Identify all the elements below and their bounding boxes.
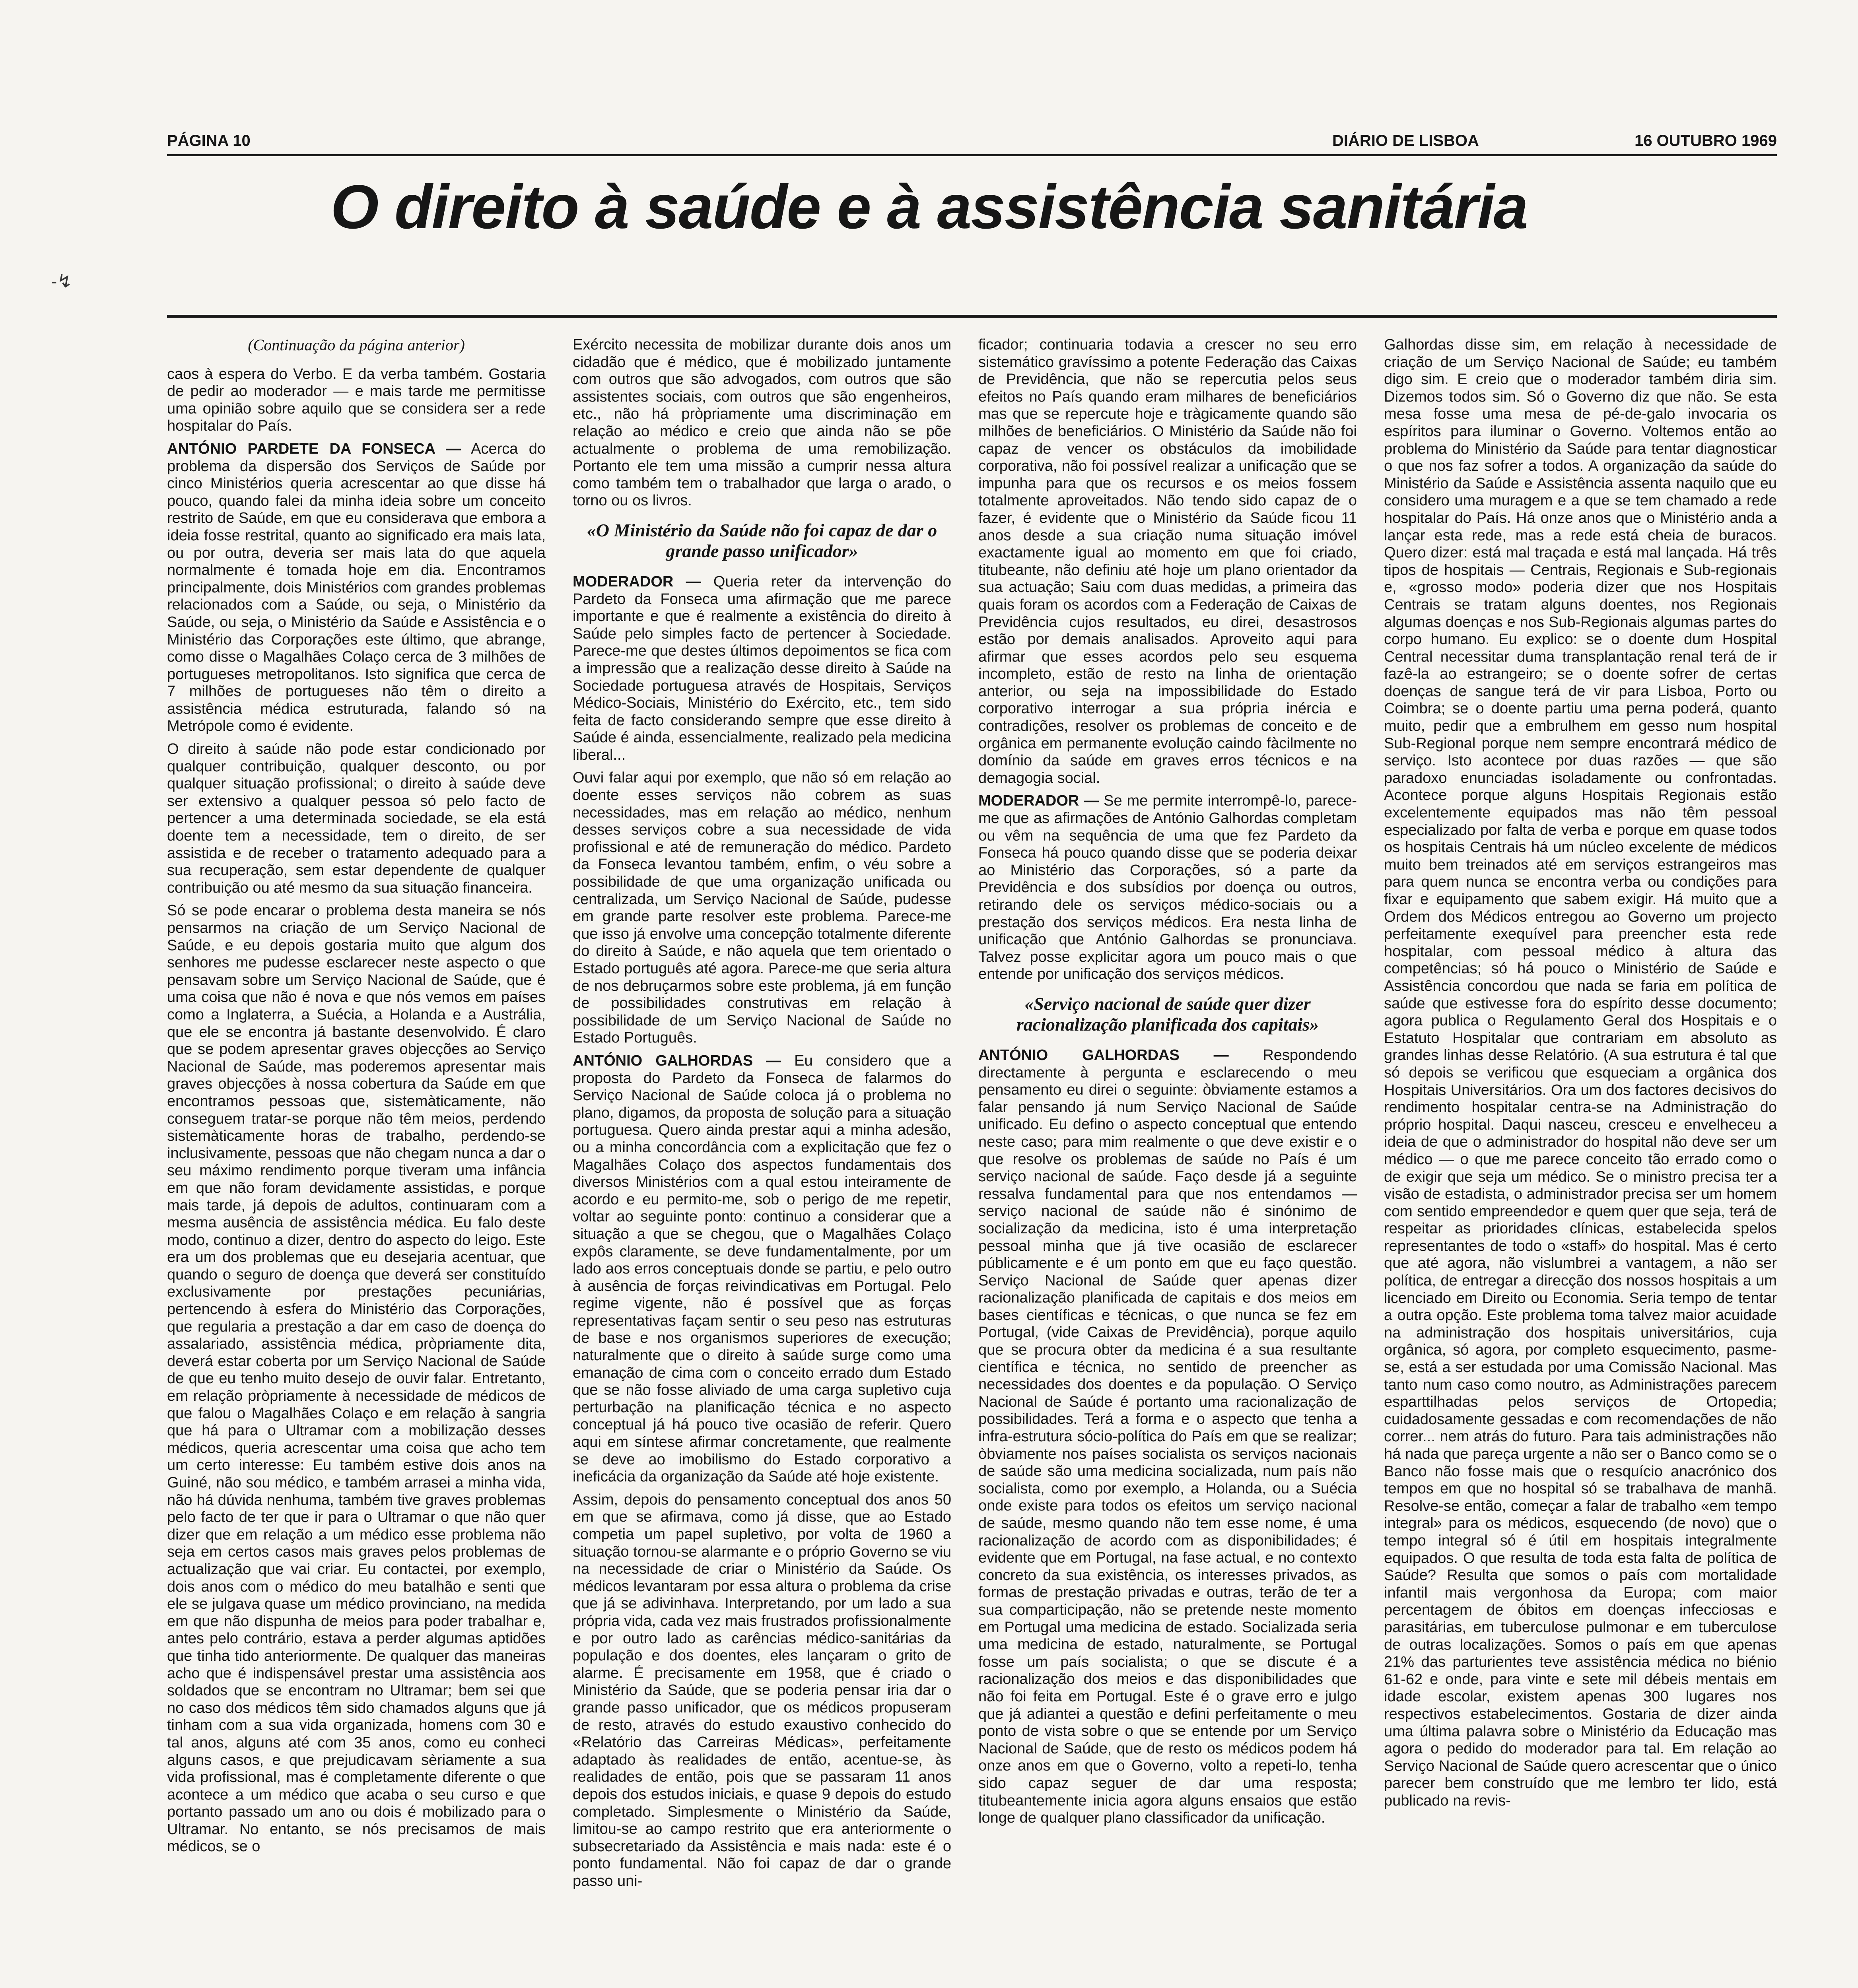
paragraph: Exército necessita de mobilizar durante dois anos um cidadão que é médico, que é mobilizado juntamente com outros que são advogados, com outros que são assistentes sociais, com outros que são engenheiros, etc., não há pròpriamente uma discriminação em relação ao médico e creio que ainda não se põe actualmente o problema de uma remobilização. Portanto ele tem uma missão a cumprir nessa altura como também tem o trabalhador que larga o arado, o torno ou os livros.	[573, 336, 951, 509]
paragraph	[978, 1047, 1357, 1827]
paragraph: ficador; continuaria todavia a crescer no seu erro sistemático gravíssimo a potente Federação das Caixas de Previdência, que não se repercutia pelos seus efeitos no País quando eram milhares de beneficiários mas que se repercute hoje e tràgicamente quando são milhões de beneficiários. O Ministério da Saúde não foi capaz de vencer os obstáculos da imobilidade corporativa, não foi possível realizar a unificação que se impunha para que os recursos e os meios fossem totalmente aproveitados. Não tendo sido capaz de o fazer, é evidente que o Ministério da Saúde ficou 11 anos desde a sua criação numa situação imóvel exactamente igual ao momento em que foi criado, titubeante, não definiu até hoje um plano orientador da sua actuação; Saiu com duas medidas, a primeira das quais foram os acordos com a Federação de Caixas de Previdência cujos resultados, eu direi, desastrosos estão por demais analisados. Aproveito aqui para afirmar que esses acordos pelo seu esquema incompleto, estão de resto na linha de orientação anterior, ou seja na impossibilidade do Estado corporativo interrogar a sua própria inércia e contradições, resolver os problemas de conceito e de orgânica em permanente evolução caindo fàcilmente no domínio da saúde em graves erros técnicos e na demagogia social.	[978, 336, 1357, 786]
paragraph	[167, 441, 546, 735]
paragraph: Galhordas disse sim, em relação à necessidade de criação de um Serviço Nacional de Saúde; eu também digo sim. E creio que o moderador também diria sim. Dizemos todos sim. Só o Governo diz que não. Se esta mesa fosse uma mesa de pé-de-galo invocaria os espíritos para iluminar o Governo. Voltemos então ao problema do Ministério da Saúde para tentar diagnosticar o que nos faz sofrer a todos. A organização da saúde do Ministério da Saúde e Assistência assenta naquilo que eu considero uma muragem e a que se tem chamado a rede hospitalar do País. Há onze anos que o Ministério anda a lançar esta rede, mas a rede está cheia de buracos. Quero dizer: está mal traçada e está mal lançada. Há três tipos de hospitais — Centrais, Regionais e Sub-regionais e, «grosso modo» poderia dizer que nos Hospitais Centrais se tratam alguns doentes, nos Regionais algumas doenças e nos Sub-Regionais algumas partes do corpo humano. Eu explico: se o doente dum Hospital Central necessitar duma transplantação renal terá de ir fazê-la ao estrangeiro; se o doente sofrer de certas doenças de sangue terá de vir para Lisboa, Porto ou Coimbra; se o doente partiu uma perna poderá, quanto muito, pedir que a embrulhem em gesso num hospital Sub-Regional porque nem sempre encontrará médico de serviço. Isto acontece por duas razões — que são paradoxo enunciadas isoladamente ou confrontadas. Acontece porque alguns Hospitais Regionais estão excelentemente equipados mas não têm pessoal especializado por falta de verba e porque em quase todos os hospitais Centrais há um núcleo excelente de médicos muito bem treinados até em serviços estrangeiros mas para quem nunca se encontra verba ou condições para fixar e equipamento que sabem exigir. Há muito que a Ordem dos Médicos entregou ao Governo um projecto perfeitamente exequível para preencher esta rede hospitalar, com pessoal médico à altura das competências; só há pouco o Ministério de Saúde e Assistência concordou que nada se faria em política de saúde que estivesse fora do espírito desse documento; agora publica o Regulamento Geral dos Hospitais e o Estatuto Hospitalar que contrariam em absoluto as grandes linhas desse Relatório. (A sua estrutura é tal que só depois se verificou que esqueciam a orgânica dos Hospitais Universitários. Ora um dos factores decisivos do rendimento hospitalar centra-se na Administração do próprio hospital. Daqui nasceu, cresceu e envelheceu a ideia de que o administrador do hospital não deve ser um médico — o que me parece conceito tão errado como o de exigir que seja um médico. Se o ministro precisa ter a visão de estadista, o administrador precisa ser um homem com sentido empreendedor e quem quer que seja, terá de respeitar as prioridades clínicas, estabelecida spelos representantes de todo o «staff» do hospital. Mas é certo que até agora, não vislumbrei a vantagem, a não ser política, de entregar a direcção dos nossos hospitais a um licenciado em Direito ou Economia. Seria tempo de tentar a outra opção. Este problema toma talvez maior acuidade na administração dos hospitais universitários, cuja orgânica, só agora, por completo esquecimento, pasme-se, está a ser estudada por uma Comissão Nacional. Mas tanto num caso como noutro, as Administrações parecem esparttilhadas pelos serviços de Ortopedia; cuidadosamente gessadas e com recomendações de não correr... nem atrás do futuro. Para tais administrações não há nada que pareça urgente a não ser o Banco como se o Banco não fosse mais que o resquício anacrónico dos tempos em que no hospital só se trabalhava de manhã. Resolve-se então, começar a falar de trabalho «em tempo integral» para os médicos, esquecendo (de novo) que o tempo integral só é útil em hospitais integralmente equipados. O que resulta de toda esta falta de política de Saúde? Resulta que somos o país com mortalidade infantil mais vergonhosa da Europa; com maior percentagem de óbitos em doenças infecciosas e parasitárias, em tuberculose pulmonar e em tuberculose de outras localizações. Somos o país em que apenas 21% das parturientes teve assistência médica no biénio 61-62 e onde, para vinte e sete mil débeis mentais em idade escolar, existem apenas 300 lugares nos respectivos estabelecimentos. Gostaria de dizer ainda uma última palavra sobre o Ministério da Educação mas agora o pedido do moderador para tal. Em relação ao Serviço Nacional de Saúde quero acrescentar que o único parecer bem construído que me lembro ter lido, está publicado na revis-	[1384, 336, 1777, 1809]
article-column-2	[573, 336, 951, 1895]
newspaper-name: DIÁRIO DE LISBOA	[1332, 132, 1479, 149]
header-rule	[167, 154, 1777, 156]
headline-rule	[167, 315, 1777, 318]
paragraph: Assim, depois do pensamento conceptual dos anos 50 em que se afirmava, como já disse, que ao Estado competia um papel supletivo, por volta de 1960 a situação tornou-se alarmante e o próprio Governo se viu na necessidade de criar o Ministério da Saúde. Os médicos levantaram por essa altura o problema da crise que já se adivinhava. Interpretando, por um lado a sua própria vida, cada vez mais frustrados profissionalmente e por outro lado as carências médico-sanitárias da população e dos doentes, eles lançaram o grito de alarme. É precisamente em 1958, que é criado o Ministério da Saúde, que se poderia pensar iria dar o grande passo unificador, que os médicos propuseram de resto, através do estudo exaustivo conhecido do «Relatório das Carreiras Médicas», perfeitamente adaptado às realidades de então, acentue-se, às realidades de então, pois que se passaram 11 anos depois dos estudos iniciais, e quase 9 depois do estudo completado. Simplesmente o Ministério da Saúde, limitou-se ao campo restrito que era anteriormente o subsecretariado da Assistência e mais nada: este é o ponto fundamental. Não foi capaz de dar o grande passo uni-	[573, 1491, 951, 1889]
section-subhead: «Serviço nacional de saúde quer dizer racionalização planificada dos capitais»	[1016, 993, 1319, 1035]
article-column-3	[978, 336, 1357, 1833]
section-subhead: «O Ministério da Saúde não foi capaz de dar o grande passo unificador»	[587, 520, 937, 561]
speaker-name: ANTÓNIO GALHORDAS —	[573, 1052, 781, 1069]
page-number: PÁGINA 10	[167, 132, 251, 149]
continued-from-note: (Continuação da página anterior)	[248, 336, 465, 354]
paragraph: Só se pode encarar o problema desta maneira se nós pensarmos na criação de um Serviço Nacional de Saúde, e eu depois gostaria muito que algum dos senhores me pudesse esclarecer neste aspecto o que pensavam sobre um Serviço Nacional de Saúde, que é uma coisa que não é nova e que nós vemos em países como a Inglaterra, a Suécia, a Holanda e a Austrália, que ele se encontra já bastante desenvolvido. É claro que se podem apresentar graves objecções ao Serviço Nacional de Saúde, mas poderemos apresentar mais graves objecções à nossa cobertura da Saúde em que encontramos pessoas que, sistemàticamente, não conseguem tratar-se porque não têm meios, perdendo sistemàticamente horas de trabalho, perdendo-se inclusivamente, pessoas que não chegam nunca a dar o seu máximo rendimento porque tiveram uma infância em que não foram devidamente assistidas, e porque mais tarde, já depois de adultos, continuaram com a mesma ausência de assistência médica. Eu falo deste modo, continuo a dizer, dentro do aspecto do leigo. Este era um dos problemas que eu desejaria acentuar, que quando o seguro de doença que deverá ser constituído exclusivamente por prestações pecuniárias, pertencendo à esfera do Ministério das Corporações, que regularia a prestação a dar em caso de doença do assalariado, assistência médica, pròpriamente dita, deverá estar coberta por um Serviço Nacional de Saúde de que eu tenho muito desejo de ouvir falar. Entretanto, em relação pròpriamente à necessidade de médicos de que falou o Magalhães Colaço e em relação à sangria que há para o Ultramar com a mobilização desses médicos, queria acrescentar uma coisa que acho tem um certo interesse: Eu também estive dois anos na Guiné, não sou médico, e também arrasei a minha vida, não há dúvida nenhuma, também tive graves problemas pelo facto de ter que ir para o Ultramar o que não quer dizer que em relação a um médico esse problema não seja em certos casos mais graves pelos problemas de actualização que vai criar. Eu contactei, por exemplo, dois anos com o médico do meu batalhão e senti que ele se julgava quase um médico provinciano, na medida em que não dispunha de meios para poder trabalhar e, antes pelo contrário, estava a perder algumas aptidões que tinha tido anteriormente. De qualquer das maneiras acho que é indispensável prestar uma assistência aos soldados que se encontram no Ultramar; bem sei que no caso dos médicos têm sido chamados alguns que já tinham com a sua vida organizada, homens com 30 e tal anos, alguns até com 35 anos, como eu conheci alguns casos, e que prejudicavam sèriamente a sua vida profissional, mas é completamente diferente o que acontece a um médico que acaba o seu curso e que portanto passado um ano ou dois é mobilizado para o Ultramar. No entanto, se nós precisamos de mais médicos, se o	[167, 902, 546, 1855]
margin-mark: -↯	[51, 271, 72, 291]
page-header	[167, 132, 1777, 154]
article-headline: O direito à saúde e à assistência sanitária	[330, 173, 1528, 242]
article-column-4	[1384, 336, 1777, 1815]
paragraph: Ouvi falar aqui por exemplo, que não só em relação ao doente esses serviços não cobrem as suas necessidades, mas em relação ao médico, nenhum desses serviços cobre a sua necessidade de vida profissional e até de remuneração do médico. Pardeto da Fonseca levantou também, enfim, o véu sobre a possibilidade de que uma organização unificada ou centralizada, um Serviço Nacional de Saúde, pudesse em grande parte resolver este problema. Parece-me que isso já envolve uma concepção totalmente diferente do direito à Saúde, e não aquela que tem orientado o Estado português até agora. Parece-me que seria altura de nos debruçarmos sobre este problema, já em função de possibilidades construtivas em relação à possibilidade de um Serviço Nacional de Saúde no Estado Português.	[573, 769, 951, 1046]
speaker-name: ANTÓNIO GALHORDAS —	[978, 1046, 1229, 1064]
paragraph: caos à espera do Verbo. E da verba também. Gostaria de pedir ao moderador — e mais tarde me permitisse uma opinião sobre aquilo que se considera ser a rede hospitalar do País.	[167, 365, 546, 435]
publication-date: 16 OUTUBRO 1969	[1634, 132, 1777, 149]
paragraph-text: Queria reter da intervenção do Pardeto da Fonseca uma afirmação que me parece importante e que é realmente a existência do direito à Saúde pelo simples facto de pertencer à Sociedade. Parece-me que destes últimos depoimentos se fica com a impressão que a realização desse direito à Saúde na Sociedade portuguesa através de Hospitais, Serviços Médico-Sociais, Ministério do Exército, etc., tem sido feita de facto considerando sempre que esse direito à Saúde é ainda, essencialmente, realizado pela medicina liberal...	[573, 573, 951, 763]
paragraph	[573, 573, 951, 764]
article-column-1	[167, 336, 546, 1861]
paragraph-text: Respondendo directamente à pergunta e esclarecendo o meu pensamento eu direi o seguinte: òbviamente estamos a falar pensando já num Serviço Nacional de Saúde unificado. Eu defino o aspecto conceptual que entendo neste caso; para mim realmente o que deve existir e o que resolve os problemas de saúde no País é um serviço nacional de saúde. Faço desde já a seguinte ressalva fundamental para que nos entendamos — serviço nacional de saúde não é sinónimo de socialização da medicina, isto é uma interpretação pessoal minha que já tive ocasião de esclarecer públicamente e é um ponto em que eu faço questão. Serviço Nacional de Saúde quer apenas dizer racionalização planificada de capitais e dos meios em bases científicas e técnicas, o que nunca se fez em Portugal, (vide Caixas de Previdência), porque aquilo que se procura obter da medicina é a sua resultante científica e técnica, no sentido de preencher as necessidades dos doentes e da população. O Serviço Nacional de Saúde é portanto uma racionalização de possibilidades. Terá a forma e o aspecto que tenha a infra-estrutura sócio-política do País em que se realizar; òbviamente nos países socialista os serviços nacionais de saúde são uma medicina socializada, num país não socialista, como por exemplo, a Holanda, ou a Suécia onde existe para todos os efeitos um serviço nacional de saúde, mesmo quando não tem esse nome, é uma racionalização de acordo com as disponibilidades; é evidente que em Portugal, na fase actual, e no contexto concreto da sua existência, os interesses privados, as formas de prestação privadas e outras, terão de ter a sua comparticipação, não se pretende neste momento em Portugal uma medicina de estado. Socializada seria uma medicina de estado, naturalmente, se Portugal fosse um país socialista; o que se discute é a racionalização dos meios e das disponibilidades que não foi feita em Portugal. Este é o grave erro e julgo que já adiantei a questão e defini perfeitamente o meu ponto de vista sobre o que se entende por um Serviço Nacional de Saúde, que de resto os médicos podem há onze anos em que o Governo, volto a repeti-lo, tenha sido capaz seguer de dar uma resposta; titubeantemente inicia agora alguns ensaios que estão longe de qualquer plano classificador da unificação.	[978, 1046, 1357, 1827]
paragraph-text: Se me permite interrompê-lo, parece-me que as afirmações de António Galhordas completam ou vêm na sequência de uma que fez Pardeto da Fonseca há pouco quando disse que se poderia deixar ao Ministério das Corporações, só a parte da Previdência e dos subsídios por doença ou outros, retirando dele os serviços médico-sociais ou a prestação dos serviços médicos. Era nesta linha de unificação que António Galhordas se pronunciava. Talvez posse explicitar agora um pouco mais o que entende por unificação dos serviços médicos.	[978, 792, 1357, 983]
paragraph-text: Eu considero que a proposta do Pardeto da Fonseca de falarmos do Serviço Nacional de Saúde coloca já o problema no plano, digamos, da proposta de solução para a situação portuguesa. Quero ainda prestar aqui a minha adesão, ou a minha concordância com a explicitação que fez o Magalhães Colaço dos aspectos fundamentais dos diversos Ministérios com a qual estou inteiramente de acordo e eu permito-me, sob o perigo de me repetir, voltar ao seguinte ponto: continuo a considerar que a situação a que se chegou, que o Magalhães Colaço expôs claramente, se deve fundamentalmente, por um lado aos erros conceptuais donde se partiu, e pelo outro à ausência de forças reivindicativas em Portugal. Pelo regime vigente, não é possível que as forças representativas façam sentir o seu peso nas estruturas de base e nos organismos superiores de execução; naturalmente que o direito à saúde surge como uma emanação de cima com o conceito errado dum Estado que se não fosse aliviado de uma carga supletivo cuja perturbação na planificação técnica e no aspecto conceptual já há pouco tive ocasião de referir. Quero aqui em síntese afirmar concretamente, que realmente se deve ao imobilismo do Estado corporativo a ineficácia da organização da Saúde até hoje existente.	[573, 1052, 952, 1485]
paragraph	[573, 1052, 951, 1486]
speaker-name: MODERADOR —	[573, 573, 701, 590]
speaker-name: MODERADOR —	[978, 792, 1099, 810]
paragraph	[978, 792, 1357, 983]
paragraph-text: Acerca do problema da dispersão dos Serviços de Saúde por cinco Ministérios queria acrescentar ao que disse há pouco, quando falei da minha ideia sobre um conceito restrito de Saúde, em que eu considerava que embora a ideia fosse restrital, quanto ao significado era mais lata, ou por outra, deveria ser mais lata do que aquela normalmente é tomada hoje em dia. Encontramos principalmente, dois Ministérios com grandes problemas relacionados com a Saúde, ou seja, o Ministério da Saúde, ou seja, o Ministério da Saúde e Assistência e o Ministério das Corporações este último, que abrange, como disse o Magalhães Colaço cerca de 3 milhões de portugueses metropolitanos. Isto significa que cerca de 7 milhões de portugueses não têm o direito a assistência médica estruturada, falando só na Metrópole como é evidente.	[167, 440, 546, 735]
speaker-name: ANTÓNIO PARDETE DA FONSECA —	[167, 440, 461, 457]
paragraph: O direito à saúde não pode estar condicionado por qualquer contribuição, qualquer desconto, ou por qualquer situação profissional; o direito à saúde deve ser extensivo a qualquer pessoa só pelo facto de pertencer a uma determinada sociedade, se ela está doente tem a necessidade, tem o direito, de ser assistida e de receber o tratamento adequado para a sua recuperação, sem estar dependente de qualquer contribuição ou até mesmo da sua situação financeira.	[167, 741, 546, 896]
